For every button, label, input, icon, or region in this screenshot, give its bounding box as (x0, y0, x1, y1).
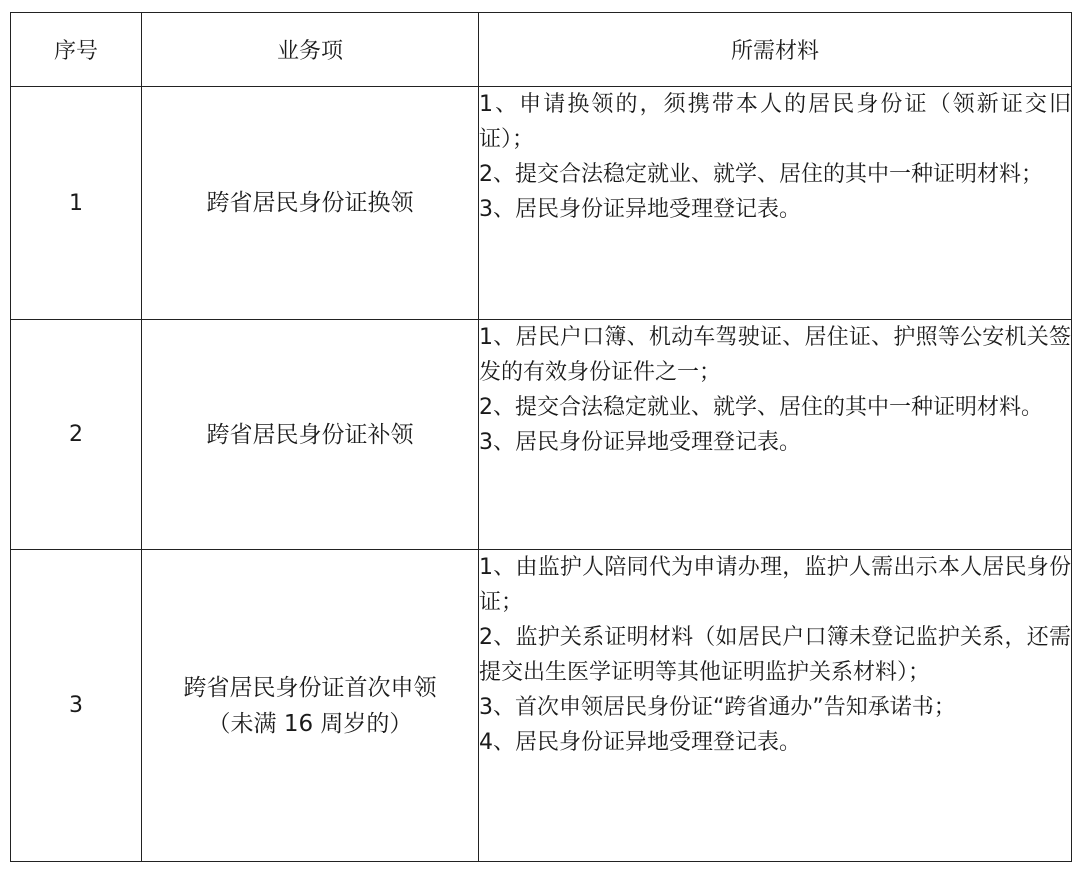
table-row (11, 87, 1072, 320)
row-number: 3 (11, 550, 142, 862)
table-body (11, 87, 1072, 862)
table-row (11, 320, 1072, 550)
header-materials: 所需材料 (479, 13, 1072, 87)
header-row (11, 13, 1072, 87)
service-item-line: 跨省居民身份证换领 (206, 190, 414, 216)
service-item-line: 跨省居民身份证补领 (206, 421, 414, 448)
material-line: 3、首次申领居民身份证“跨省通办”告知承诺书； (479, 695, 956, 720)
materials-table (10, 12, 1072, 862)
materials-cell (479, 87, 1072, 320)
service-item-note: （未满 16 周岁的） (207, 710, 413, 737)
table-header (11, 13, 1072, 87)
material-line: 1、由监护人陪同代为申请办理，监护人需出示本人居民身份证； (479, 555, 1071, 615)
material-line: 2、监护关系证明材料（如居民户口簿未登记监护关系，还需提交出生医学证明等其他证明监护关系材料）； (479, 625, 1071, 685)
row-number: 2 (11, 320, 142, 550)
header-item: 业务项 (142, 13, 479, 87)
service-item (142, 87, 479, 320)
table-row (11, 550, 1072, 862)
materials-cell (479, 550, 1072, 862)
material-line: 3、居民身份证异地受理登记表。 (479, 430, 801, 455)
service-item-line: 跨省居民身份证首次申领 (183, 674, 437, 701)
header-no: 序号 (11, 13, 142, 87)
material-line: 4、居民身份证异地受理登记表。 (479, 730, 801, 755)
row-number: 1 (11, 87, 142, 320)
material-line: 2、提交合法稳定就业、就学、居住的其中一种证明材料； (479, 162, 1043, 187)
material-line: 1、居民户口簿、机动车驾驶证、居住证、护照等公安机关签发的有效身份证件之一； (479, 325, 1071, 385)
material-line: 2、提交合法稳定就业、就学、居住的其中一种证明材料。 (479, 395, 1043, 420)
materials-cell (479, 320, 1072, 550)
service-item (142, 320, 479, 550)
material-line: 3、居民身份证异地受理登记表。 (479, 197, 801, 222)
material-line: 1、申请换领的，须携带本人的居民身份证（领新证交旧证）； (479, 92, 1071, 152)
service-item (142, 550, 479, 862)
